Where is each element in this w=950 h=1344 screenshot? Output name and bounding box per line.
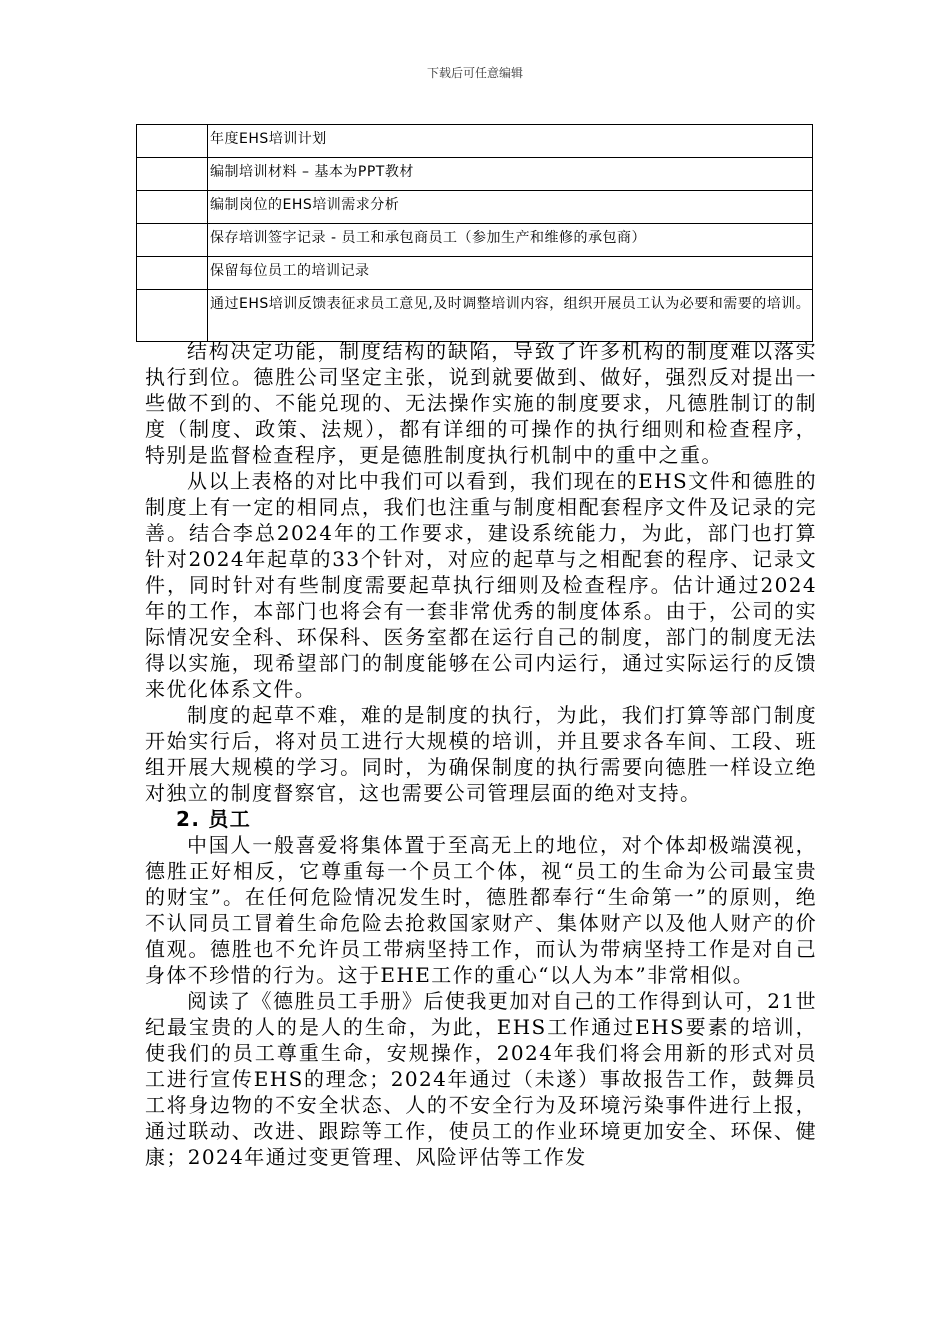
paragraph: 结构决定功能，制度结构的缺陷，导致了许多机构的制度难以落实执行到位。德胜公司坚定主张，说到就要做到、做好，强烈反对提出一些做不到的、不能兑现的、无法操作实施的制度要求，凡德胜制订的制度（制度、政策、法规），都有详细的可操作的执行细则和检查程序，特别是监督检查程序，更是德胜制度执行机制中的重中之重。 — [145, 339, 817, 467]
section-number: 2. — [176, 807, 201, 831]
table-row — [137, 257, 813, 290]
table-cell-empty — [137, 191, 208, 224]
table-cell: 保留每位员工的培训记录 — [208, 257, 813, 290]
table-cell-empty — [137, 224, 208, 257]
table-cell: 编制岗位的EHS培训需求分析 — [208, 191, 813, 224]
table-row — [137, 125, 813, 158]
ehs-training-table — [136, 124, 813, 342]
table-cell-empty — [137, 257, 208, 290]
table-cell: 保存培训签字记录 - 员工和承包商员工（参加生产和维修的承包商） — [208, 224, 813, 257]
document-body — [145, 338, 817, 1170]
table-row — [137, 290, 813, 342]
paragraph: 阅读了《德胜员工手册》后使我更加对自己的工作得到认可，21世纪最宝贵的人的是人的生命，为此，EHS工作通过EHS要素的培训，使我们的员工尊重生命，安规操作，2024年我们将会用新的形式对员工进行宣传EHS的理念；2024年通过（未遂）事故报告工作，鼓舞员工将身边物的不安全状态、人的不安全行为及环境污染事件进行上报，通过联动、改进、跟踪等工作，使员工的作业环境更加安全、环保、健康；2024年通过变更管理、风险评估等工作发 — [145, 989, 817, 1169]
table-cell: 年度EHS培训计划 — [208, 125, 813, 158]
table-cell: 通过EHS培训反馈表征求员工意见,及时调整培训内容，组织开展员工认为必要和需要的培训。 — [208, 290, 813, 342]
paragraph: 制度的起草不难，难的是制度的执行，为此，我们打算等部门制度开始实行后，将对员工进行大规模的培训，并且要求各车间、工段、班组开展大规模的学习。同时，为确保制度的执行需要向德胜一样设立绝对独立的制度督察官，这也需要公司管理层面的绝对支持。 — [145, 703, 817, 805]
paragraph: 从以上表格的对比中我们可以看到，我们现在的EHS文件和德胜的制度上有一定的相同点，我们也注重与制度相配套程序文件及记录的完善。结合李总2024年的工作要求，建设系统能力，为此，部门也打算针对2024年起草的33个针对，对应的起草与之相配套的程序、记录文件，同时针对有些制度需要起草执行细则及检查程序。估计通过2024年的工作，本部门也将会有一套非常优秀的制度体系。由于，公司的实际情况安全科、环保科、医务室都在运行自己的制度，部门的制度无法得以实施，现希望部门的制度能够在公司内运行，通过实际运行的反馈来优化体系文件。 — [145, 469, 817, 701]
table-row — [137, 191, 813, 224]
paragraph: 中国人一般喜爱将集体置于至高无上的地位，对个体却极端漠视，德胜正好相反，它尊重每一个员工个体，视“员工的生命为公司最宝贵的财宝”。在任何危险情况发生时，德胜都奉行“生命第一”的原则，绝不认同员工冒着生命危险去抢救国家财产、集体财产以及他人财产的价值观。德胜也不允许员工带病坚持工作，而认为带病坚持工作是对自己身体不珍惜的行为。这于EHE工作的重心“以人为本”非常相似。 — [145, 833, 817, 987]
table-row — [137, 158, 813, 191]
table-cell-empty — [137, 125, 208, 158]
table-cell-empty — [137, 158, 208, 191]
page-header: 下载后可任意编辑 — [426, 66, 523, 80]
table-cell: 编制培训材料 – 基本为PPT教材 — [208, 158, 813, 191]
section-title: 员工 — [208, 807, 252, 831]
table-cell-empty — [137, 290, 208, 342]
section-heading — [145, 806, 817, 832]
table-row — [137, 224, 813, 257]
